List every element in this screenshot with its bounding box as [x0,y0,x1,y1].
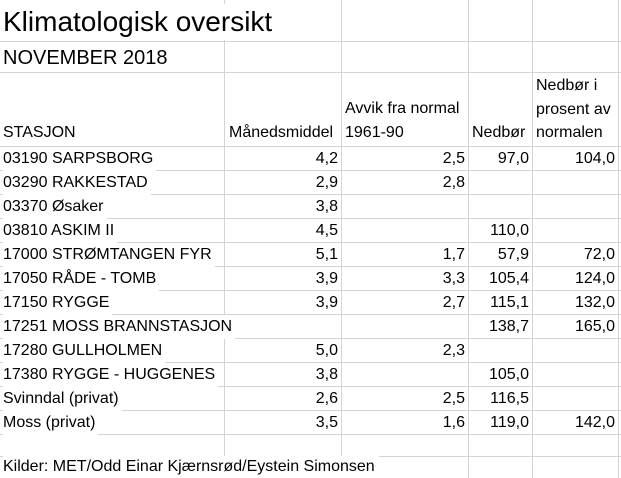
cell-percent[interactable]: 104,0 [574,150,615,167]
cell-station[interactable]: 17000 STRØMTANGEN FYR [3,243,215,267]
cell-precip[interactable]: 105,0 [488,366,529,383]
cell-station[interactable]: 17280 GULLHOLMEN [3,339,165,363]
cell-deviation[interactable]: 2,5 [442,150,465,167]
cell-deviation[interactable]: 2,8 [442,174,465,191]
cell-station[interactable]: 17150 RYGGE [3,291,112,315]
cell-mean[interactable]: 2,9 [315,174,338,191]
cell-precip[interactable]: 116,5 [490,390,529,407]
header-precip[interactable]: Nedbør [472,124,526,141]
cell-percent[interactable]: 165,0 [574,318,615,335]
cell-mean[interactable]: 5,0 [315,342,338,359]
grid-row-line [0,72,621,73]
cell-station[interactable]: 03370 Øsaker [3,195,107,219]
cell-station[interactable]: 17251 MOSS BRANNSTASJON [3,315,235,339]
cell-mean[interactable]: 3,9 [315,294,338,311]
cell-mean[interactable]: 4,5 [315,222,338,239]
cell-mean[interactable]: 3,8 [315,198,338,215]
header-deviation-line1[interactable]: Avvik fra normal [345,100,460,117]
cell-station[interactable]: 03190 SARPSBORG [3,147,156,171]
cell-deviation[interactable]: 1,6 [442,414,465,431]
cell-station[interactable]: Svinndal (privat) [3,387,122,411]
header-deviation-line2: 1961-90 [345,124,404,141]
cell-percent[interactable]: 124,0 [574,270,615,287]
cell-mean[interactable]: 3,5 [315,414,338,431]
header-percent-line1[interactable]: Nedbør i [536,77,598,94]
page-subtitle[interactable]: NOVEMBER 2018 [3,45,172,71]
cell-percent[interactable]: 72,0 [583,246,615,263]
cell-precip[interactable]: 138,7 [488,318,529,335]
cell-mean[interactable]: 5,1 [315,246,338,263]
cell-precip[interactable]: 110,0 [490,222,529,239]
cell-precip[interactable]: 115,1 [490,294,529,311]
page-title[interactable]: Klimatologisk oversikt [3,4,276,40]
header-station[interactable]: STASJON [3,124,76,141]
cell-deviation[interactable]: 2,7 [442,294,465,311]
cell-deviation[interactable]: 2,5 [442,390,465,407]
cell-station[interactable]: 03290 RAKKESTAD [3,171,151,195]
cell-precip[interactable]: 119,0 [490,414,529,431]
header-percent-line3: normalen [536,124,603,141]
header-percent-line2: prosent av [536,101,611,118]
cell-percent[interactable]: 132,0 [574,294,615,311]
cell-mean[interactable]: 2,6 [315,390,338,407]
cell-deviation[interactable]: 3,3 [442,270,465,287]
cell-mean[interactable]: 3,8 [315,366,338,383]
cell-precip[interactable]: 97,0 [497,150,529,167]
cell-deviation[interactable]: 1,7 [442,246,465,263]
cell-station[interactable]: 03810 ASKIM II [3,219,117,243]
source-footer[interactable]: Kilder: MET/Odd Einar Kjærnsrød/Eystein Simonsen [3,456,379,478]
cell-precip[interactable]: 57,9 [497,246,529,263]
cell-station[interactable]: 17380 RYGGE - HUGGENES [3,363,218,387]
cell-precip[interactable]: 105,4 [488,270,529,287]
cell-percent[interactable]: 142,0 [574,414,615,431]
cell-mean[interactable]: 4,2 [315,150,338,167]
header-mean[interactable]: Månedsmiddel [229,124,334,141]
cell-deviation[interactable]: 2,3 [442,342,465,359]
cell-mean[interactable]: 3,9 [315,270,338,287]
cell-station[interactable]: Moss (privat) [3,411,98,435]
grid-row-line [0,41,621,42]
cell-station[interactable]: 17050 RÅDE - TOMB [3,267,159,291]
